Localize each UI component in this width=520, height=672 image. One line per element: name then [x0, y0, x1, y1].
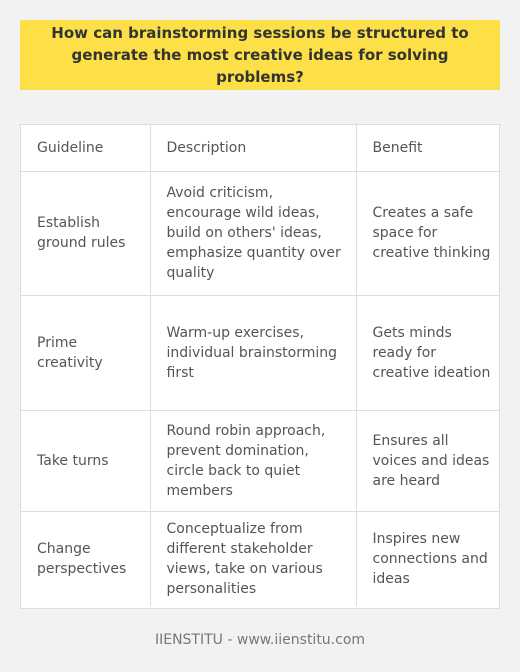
- page-title: How can brainstorming sessions be structured to generate the most creative ideas for solving problems?: [51, 24, 469, 86]
- guidelines-table-container: [20, 124, 500, 609]
- guidelines-table: [21, 125, 499, 606]
- cell-description: Warm-up exercises, individual brainstorming first: [150, 295, 356, 410]
- table-row: [21, 511, 499, 606]
- cell-guideline: Change perspectives: [21, 511, 150, 606]
- header-benefit: Benefit: [356, 125, 499, 171]
- cell-guideline: Establish ground rules: [21, 171, 150, 295]
- cell-description: Conceptualize from different stakeholder views, take on various personalities: [150, 511, 356, 606]
- table-row: [21, 410, 499, 511]
- cell-description: Round robin approach, prevent domination, circle back to quiet members: [150, 410, 356, 511]
- cell-guideline: Prime creativity: [21, 295, 150, 410]
- table-header-row: [21, 125, 499, 171]
- cell-benefit: Creates a safe space for creative thinking: [356, 171, 499, 295]
- cell-benefit: Gets minds ready for creative ideation: [356, 295, 499, 410]
- cell-benefit: Ensures all voices and ideas are heard: [356, 410, 499, 511]
- cell-benefit: Inspires new connections and ideas: [372, 530, 488, 587]
- header-guideline: Guideline: [21, 125, 150, 171]
- title-banner: [20, 20, 500, 90]
- footer-credit: IIENSTITU - www.iienstitu.com: [154, 632, 366, 648]
- cell-description: Avoid criticism, encourage wild ideas, build on others' ideas, emphasize quantity over quality: [150, 171, 356, 295]
- table-row: [21, 171, 499, 295]
- table-row: [21, 295, 499, 410]
- cell-guideline: Take turns: [21, 410, 150, 511]
- header-description: Description: [150, 125, 356, 171]
